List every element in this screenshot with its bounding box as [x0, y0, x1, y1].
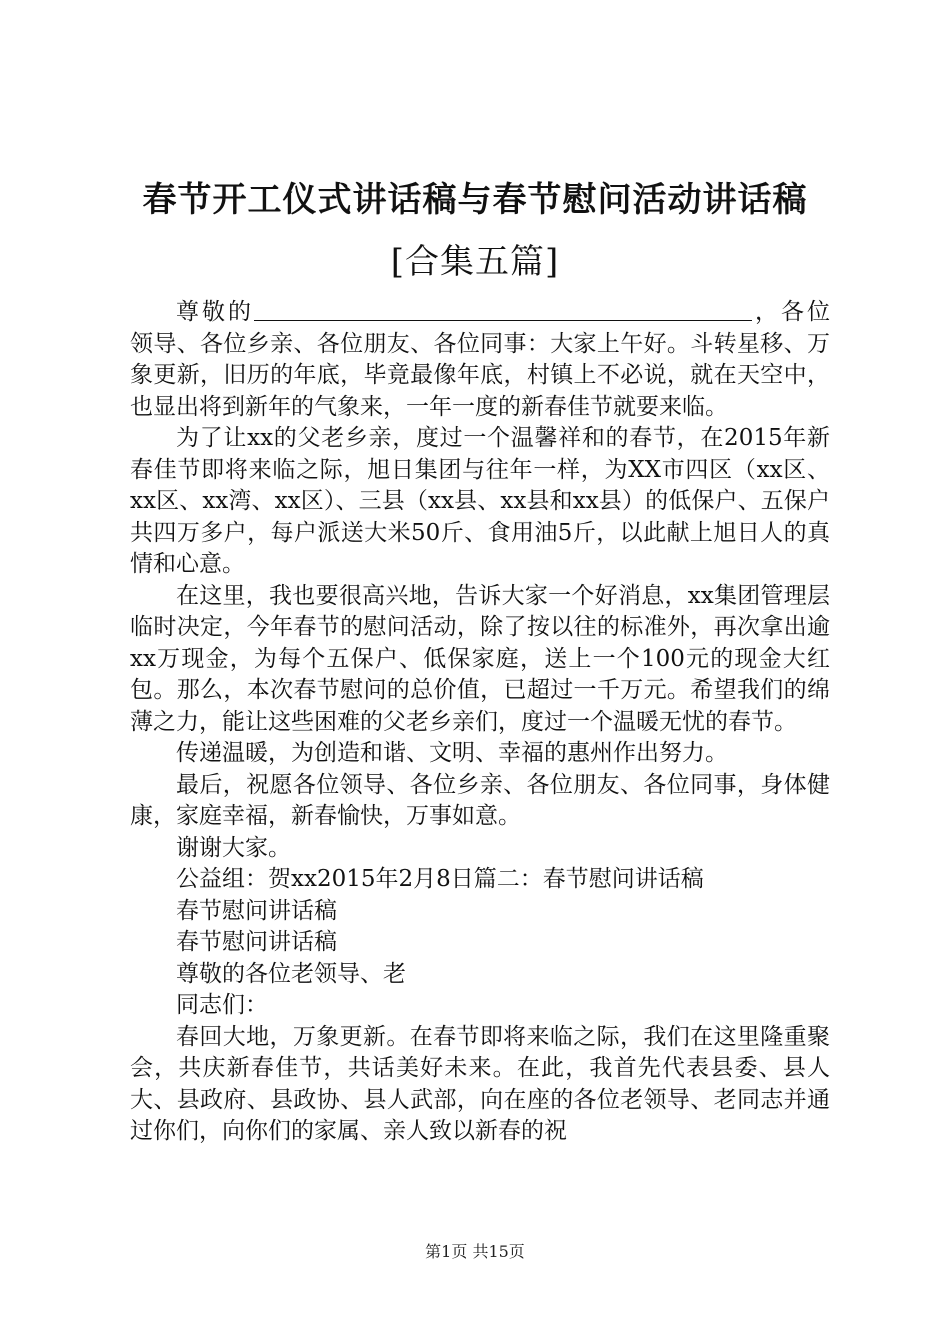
- salutation-paragraph: [130, 296, 830, 423]
- paragraph: 春节慰问讲话稿: [176, 897, 337, 924]
- paragraph: 同志们：: [176, 992, 268, 1018]
- paragraph: 公益组：贺xx2015年2月8日篇二：春节慰问讲话稿: [176, 866, 704, 892]
- salutation-prefix: 尊敬的: [176, 299, 254, 325]
- page-footer: 第1页 共15页: [425, 1242, 525, 1261]
- paragraph: 为了让xx的父老乡亲，度过一个温馨祥和的春节，在2015年新春佳节即将来临之际，旭日集团与往年一样，为XX市四区（xx区、xx区、xx湾、xx区）、三县（xx县、xx县和xx县）的低保户、五保户共四万多户，每户派送大米50斤、食用油5斤，以此献上旭日人的真情和心意。: [130, 425, 830, 577]
- paragraph: 最后，祝愿各位领导、各位乡亲、各位朋友、各位同事，身体健康，家庭幸福，新春愉快，万事如意。: [130, 771, 830, 829]
- paragraph: 传递温暖，为创造和谐、文明、幸福的惠州作出努力。: [176, 740, 728, 766]
- title-line-1: 春节开工仪式讲话稿与春节慰问活动讲话稿: [142, 180, 808, 220]
- paragraph: 谢谢大家。: [176, 834, 291, 861]
- document-title: [0, 180, 950, 282]
- paragraph: 尊敬的各位老领导、老: [176, 960, 406, 987]
- salutation-text: ，各位领导、各位乡亲、各位朋友、各位同事：大家上午好。斗转星移、万象更新，旧历的年底，毕竟最像年底，村镇上不必说，就在天空中，也显出将到新年的气象来，一年一度的新春佳节就要来临。: [130, 299, 830, 420]
- paragraph: 春节慰问讲话稿: [176, 929, 337, 955]
- title-line-2: [合集五篇]: [390, 242, 560, 282]
- paragraph: 春回大地，万象更新。在春节即将来临之际，我们在这里隆重聚会，共庆新春佳节，共话美好未来。在此，我首先代表县委、县人大、县政府、县政协、县人武部，向在座的各位老领导、老同志并通过你们，向你们的家属、亲人致以新春的祝: [130, 1023, 830, 1144]
- salutation-blank-line: [254, 296, 752, 321]
- paragraph: 在这里，我也要很高兴地，告诉大家一个好消息，xx集团管理层临时决定，今年春节的慰问活动，除了按以往的标准外，再次拿出逾xx万现金，为每个五保户、低保家庭，送上一个100元的现金大红包。那么，本次春节慰问的总价值，已超过一千万元。希望我们的绵薄之力，能让这些困难的父老乡亲们，度过一个温暖无忧的春节。: [130, 582, 830, 735]
- document-body: [130, 296, 830, 1148]
